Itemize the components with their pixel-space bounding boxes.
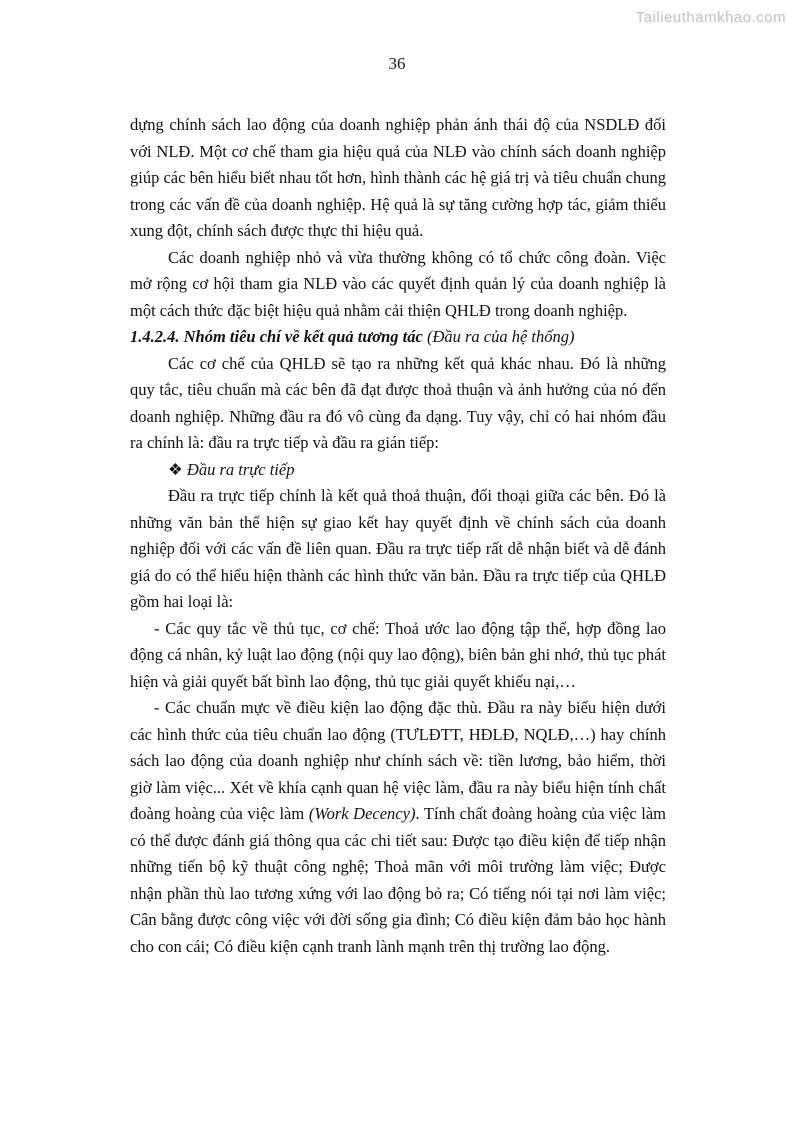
watermark-text: Tailieuthamkhao.com xyxy=(635,9,786,26)
paragraph-procedural-rules: - Các quy tắc về thủ tục, cơ chế: Thoả ước lao động tập thể, hợp đồng lao động cá nhân, kỷ luật lao động (nội quy lao động), biên bản ghi nhớ, thủ tục phát hiện và giải quyết bất bình lao động, thủ tục giải quyết khiếu nại,… xyxy=(130,618,666,691)
diamond-bullet-icon: ❖ xyxy=(168,459,187,479)
paragraph-labor-standards-text-after: . Tính chất đoàng hoàng của việc làm có thể được đánh giá thông qua các chi tiết sau: Được tạo điều kiện để tiếp nhận những tiến bộ kỹ thuật công nghệ; Thoả mãn với môi trường làm việc; Được nhận phần thù lao tương xứng với lao động bỏ ra; Có tiếng nói tại nơi làm việc; Cân bằng được công việc với đời sống gia đình; Có điều kiện đảm bảo học hành cho con cái; Có điều kiện cạnh tranh lành mạnh trên thị trường lao động. xyxy=(130,804,666,956)
section-heading-1424 xyxy=(130,324,666,351)
bullet-item-direct-output xyxy=(130,457,666,484)
paragraph-direct-output-description: Đầu ra trực tiếp chính là kết quả thoả thuận, đối thoại giữa các bên. Đó là những văn bản thể hiện sự giao kết hay quyết định về chính sách của doanh nghiệp đối với các vấn đề liên quan. Đầu ra trực tiếp rất dễ nhận biết và dễ đánh giá do có thể hiểu hiện thành các hình thức văn bản. Đầu ra trực tiếp của QHLĐ gồm hai loại là: xyxy=(130,486,666,611)
paragraph-sme-unions: Các doanh nghiệp nhỏ và vừa thường không có tổ chức công đoàn. Việc mở rộng cơ hội tham gia NLĐ vào các quyết định quản lý của doanh nghiệp là một cách thức đặc biệt hiệu quả nhằm cải thiện QHLĐ trong doanh nghiệp. xyxy=(130,247,666,320)
page-number: 36 xyxy=(388,54,406,73)
paragraph-policy-continuation: dựng chính sách lao động của doanh nghiệp phản ánh thái độ của NSDLĐ đối với NLĐ. Một cơ chế tham gia hiệu quả của NLĐ vào chính sách doanh nghiệp giúp các bên hiểu biết nhau tốt hơn, hình thành các hệ giá trị và tiêu chuẩn chung trong các vấn đề của doanh nghiệp. Hệ quả là sự tăng cường hợp tác, giảm thiểu xung đột, chính sách được thực thi hiệu quả. xyxy=(130,115,666,240)
heading-parenthetical: (Đầu ra của hệ thống) xyxy=(426,327,575,346)
bullet-item-label: Đầu ra trực tiếp xyxy=(186,459,295,479)
paragraph-labor-standards xyxy=(130,695,666,960)
paragraph-labor-standards-text-before: - Các chuẩn mực về điều kiện lao động đặc thù. Đầu ra này biểu hiện dưới các hình thức của tiêu chuẩn lao động (TƯLĐTT, HĐLĐ, NQLĐ,…) hay chính sách lao động của doanh nghiệp như chính sách về: tiền lương, bảo hiểm, thời giờ làm việc... Xét về khía cạnh quan hệ việc làm, đầu ra này biểu hiện tính chất đoàng hoàng của việc làm xyxy=(130,698,666,823)
paragraph-qhld-mechanisms: Các cơ chế của QHLĐ sẽ tạo ra những kết quả khác nhau. Đó là những quy tắc, tiêu chuẩn mà các bên đã đạt được thoả thuận và ảnh hưởng của nó đến doanh nghiệp. Những đầu ra đó vô cùng đa dạng. Tuy vậy, chỉ có hai nhóm đầu ra chính là: đầu ra trực tiếp và đầu ra gián tiếp: xyxy=(130,353,666,452)
heading-title: 1.4.2.4. Nhóm tiêu chí về kết quả tương tác xyxy=(130,327,427,346)
document-body xyxy=(130,112,666,960)
work-decency-term: (Work Decency) xyxy=(308,804,416,823)
